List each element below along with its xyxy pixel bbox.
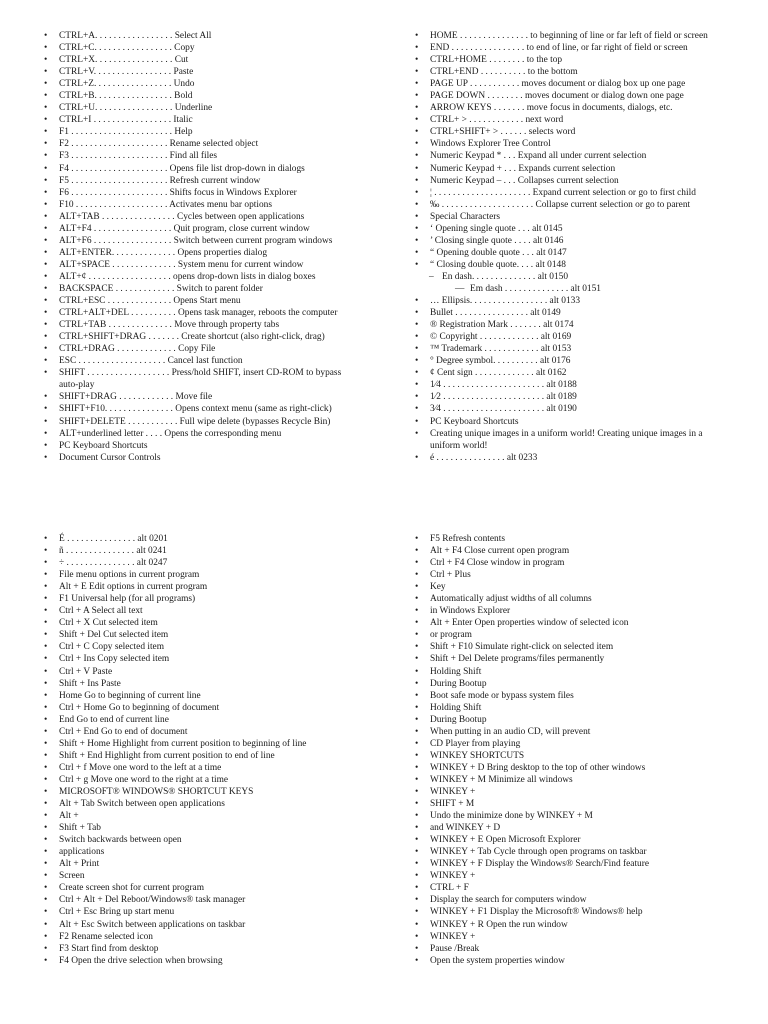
- list-item: • Ctrl + Home Go to beginning of document: [44, 702, 344, 714]
- list-item: • WINKEY + D Bring desktop to the top of other windows: [415, 762, 715, 774]
- list-item: • PC Keyboard Shortcuts: [415, 416, 715, 428]
- list-item: • ¦ . . . . . . . . . . . . . . . . . . . . . Expand current selection or go to first child: [415, 187, 715, 199]
- list-item: • Alt + E Edit options in current program: [44, 581, 344, 593]
- shortcut-column-bottom-right: [415, 533, 715, 967]
- list-item: • CTRL+DRAG . . . . . . . . . . . . . Copy File: [44, 343, 344, 355]
- list-item: • Holding Shift: [415, 666, 715, 678]
- list-item: • ° Degree symbol. . . . . . . . . . alt 0176: [415, 355, 715, 367]
- list-item: • F3 Start find from desktop: [44, 943, 344, 955]
- list-item: • Switch backwards between open: [44, 834, 344, 846]
- list-item: • End Go to end of current line: [44, 714, 344, 726]
- list-item: • Alt +: [44, 810, 344, 822]
- list-item: • CTRL+HOME . . . . . . . . to the top: [415, 54, 715, 66]
- list-item: • F6 . . . . . . . . . . . . . . . . . . . . . Shifts focus in Windows Explorer: [44, 187, 344, 199]
- list-item: • ALT+F4 . . . . . . . . . . . . . . . . . Quit program, close current window: [44, 223, 344, 235]
- list-item: • F5 . . . . . . . . . . . . . . . . . . . . . Refresh current window: [44, 175, 344, 187]
- list-item: • CTRL+U. . . . . . . . . . . . . . . . . Underline: [44, 102, 344, 114]
- list-item: • BACKSPACE . . . . . . . . . . . . . Switch to parent folder: [44, 283, 344, 295]
- list-item: • WINKEY +: [415, 786, 715, 798]
- list-item: • SHIFT+F10. . . . . . . . . . . . . . . Opens context menu (same as right-click): [44, 403, 344, 415]
- list-item: • WINKEY + M Minimize all windows: [415, 774, 715, 786]
- list-item: • WINKEY SHORTCUTS: [415, 750, 715, 762]
- list-item: – En dash. . . . . . . . . . . . . . alt 0150: [415, 271, 715, 283]
- shortcut-list: [44, 533, 344, 967]
- list-item: • ‰ . . . . . . . . . . . . . . . . . . . . Collapse current selection or go to parent: [415, 199, 715, 211]
- list-item: • Shift + F10 Simulate right-click on selected item: [415, 641, 715, 653]
- list-item: • F3 . . . . . . . . . . . . . . . . . . . . . Find all files: [44, 150, 344, 162]
- list-item: • 3⁄4 . . . . . . . . . . . . . . . . . . . . . . alt 0190: [415, 403, 715, 415]
- list-item: • CTRL+Z. . . . . . . . . . . . . . . . . Undo: [44, 78, 344, 90]
- list-item: • … Ellipsis. . . . . . . . . . . . . . . . . alt 0133: [415, 295, 715, 307]
- list-item: • ALT+ENTER. . . . . . . . . . . . . . Opens properties dialog: [44, 247, 344, 259]
- list-item: • Display the search for computers window: [415, 894, 715, 906]
- list-item: • CTRL+C. . . . . . . . . . . . . . . . . Copy: [44, 42, 344, 54]
- list-item: • CTRL+ALT+DEL . . . . . . . . . . Opens task manager, reboots the computer: [44, 307, 344, 319]
- list-item: • ® Registration Mark . . . . . . . alt 0174: [415, 319, 715, 331]
- list-item: • PAGE UP . . . . . . . . . . . moves document or dialog box up one page: [415, 78, 715, 90]
- list-item: • SHIFT+DELETE . . . . . . . . . . . Full wipe delete (bypasses Recycle Bin): [44, 416, 344, 428]
- list-item: • CTRL+ > . . . . . . . . . . . . next word: [415, 114, 715, 126]
- list-item: • Ctrl + F4 Close window in program: [415, 557, 715, 569]
- shortcut-column-bottom-left: [44, 533, 344, 967]
- list-item: • WINKEY + E Open Microsoft Explorer: [415, 834, 715, 846]
- list-item: • ALT+TAB . . . . . . . . . . . . . . . . Cycles between open applications: [44, 211, 344, 223]
- list-item: • CTRL+SHIFT+ > . . . . . . selects word: [415, 126, 715, 138]
- list-item: • É . . . . . . . . . . . . . . . alt 0201: [44, 533, 344, 545]
- list-item: • Shift + Ins Paste: [44, 678, 344, 690]
- list-item: — Em dash . . . . . . . . . . . . . . alt 0151: [415, 283, 715, 295]
- list-item: • Special Characters: [415, 211, 715, 223]
- list-item: • Document Cursor Controls: [44, 452, 344, 464]
- shortcut-column-top-right: [415, 30, 715, 464]
- list-item: • Alt + Tab Switch between open applications: [44, 798, 344, 810]
- list-item: • ALT+underlined letter . . . . Opens the corresponding menu: [44, 428, 344, 440]
- list-item: • SHIFT + M: [415, 798, 715, 810]
- list-item: • SHIFT+DRAG . . . . . . . . . . . . Move file: [44, 391, 344, 403]
- list-item: • CTRL+A. . . . . . . . . . . . . . . . . Select All: [44, 30, 344, 42]
- list-item: • or program: [415, 629, 715, 641]
- list-item: • Home Go to beginning of current line: [44, 690, 344, 702]
- list-item: • Holding Shift: [415, 702, 715, 714]
- list-item: • Bullet . . . . . . . . . . . . . . . . alt 0149: [415, 307, 715, 319]
- list-item: • Numeric Keypad – . . . Collapses current selection: [415, 175, 715, 187]
- list-item: • CTRL+END . . . . . . . . . . to the bottom: [415, 66, 715, 78]
- list-item: • ’ Closing single quote . . . . alt 0146: [415, 235, 715, 247]
- list-item: • Numeric Keypad + . . . Expands current selection: [415, 163, 715, 175]
- list-item: • During Bootup: [415, 714, 715, 726]
- list-item: • When putting in an audio CD, will prevent: [415, 726, 715, 738]
- list-item: • F1 . . . . . . . . . . . . . . . . . . . . . . Help: [44, 126, 344, 138]
- list-item: • Ctrl + X Cut selected item: [44, 617, 344, 629]
- list-item: • CTRL+X. . . . . . . . . . . . . . . . . Cut: [44, 54, 344, 66]
- list-item: • CTRL+I . . . . . . . . . . . . . . . . . Italic: [44, 114, 344, 126]
- list-item: • Shift + End Highlight from current position to end of line: [44, 750, 344, 762]
- list-item: • F2 Rename selected icon: [44, 931, 344, 943]
- list-item: • Creating unique images in a uniform world! Creating unique images in a uniform world!: [415, 428, 715, 452]
- list-item: • Ctrl + V Paste: [44, 666, 344, 678]
- list-item: • ™ Trademark . . . . . . . . . . . . alt 0153: [415, 343, 715, 355]
- list-item: • Boot safe mode or bypass system files: [415, 690, 715, 702]
- list-item: • 1⁄4 . . . . . . . . . . . . . . . . . . . . . . alt 0188: [415, 379, 715, 391]
- list-item: • Create screen shot for current program: [44, 882, 344, 894]
- list-item: • Shift + Tab: [44, 822, 344, 834]
- list-item: • PAGE DOWN . . . . . . . . moves document or dialog down one page: [415, 90, 715, 102]
- list-item: • Key: [415, 581, 715, 593]
- list-item: • WINKEY + R Open the run window: [415, 919, 715, 931]
- list-item: • Windows Explorer Tree Control: [415, 138, 715, 150]
- list-item: • SHIFT . . . . . . . . . . . . . . . . . . Press/hold SHIFT, insert CD-ROM to bypass auto-play: [44, 367, 344, 391]
- list-item: • Ctrl + g Move one word to the right at a time: [44, 774, 344, 786]
- list-item: • CTRL+B. . . . . . . . . . . . . . . . . Bold: [44, 90, 344, 102]
- list-item: • ESC . . . . . . . . . . . . . . . . . . . Cancel last function: [44, 355, 344, 367]
- list-item: • Ctrl + Ins Copy selected item: [44, 653, 344, 665]
- list-item: • CTRL+V. . . . . . . . . . . . . . . . . Paste: [44, 66, 344, 78]
- list-item: • File menu options in current program: [44, 569, 344, 581]
- list-item: • F2 . . . . . . . . . . . . . . . . . . . . . Rename selected object: [44, 138, 344, 150]
- list-item: • WINKEY +: [415, 931, 715, 943]
- list-item: • WINKEY + Tab Cycle through open programs on taskbar: [415, 846, 715, 858]
- list-item: • Undo the minimize done by WINKEY + M: [415, 810, 715, 822]
- list-item: • “ Closing double quote. . . . alt 0148: [415, 259, 715, 271]
- list-item: • F5 Refresh contents: [415, 533, 715, 545]
- shortcut-column-top-left: [44, 30, 344, 464]
- list-item: • F4 Open the drive selection when browsing: [44, 955, 344, 967]
- list-item: • PC Keyboard Shortcuts: [44, 440, 344, 452]
- list-item: • applications: [44, 846, 344, 858]
- list-item: • Shift + Del Delete programs/files permanently: [415, 653, 715, 665]
- list-item: • Alt + Esc Switch between applications on taskbar: [44, 919, 344, 931]
- list-item: • 1⁄2 . . . . . . . . . . . . . . . . . . . . . . alt 0189: [415, 391, 715, 403]
- list-item: • END . . . . . . . . . . . . . . . . to end of line, or far right of field or screen: [415, 42, 715, 54]
- list-item: • MICROSOFT® WINDOWS® SHORTCUT KEYS: [44, 786, 344, 798]
- list-item: • CTRL+ESC . . . . . . . . . . . . . . Opens Start menu: [44, 295, 344, 307]
- list-item: • HOME . . . . . . . . . . . . . . . to beginning of line or far left of field or screen: [415, 30, 715, 42]
- list-item: • ÷ . . . . . . . . . . . . . . . alt 0247: [44, 557, 344, 569]
- list-item: • Ctrl + C Copy selected item: [44, 641, 344, 653]
- shortcut-list: [415, 30, 715, 464]
- shortcut-list: [415, 533, 715, 967]
- list-item: • Ctrl + f Move one word to the left at a time: [44, 762, 344, 774]
- list-item: • Shift + Home Highlight from current position to beginning of line: [44, 738, 344, 750]
- list-item: • CD Player from playing: [415, 738, 715, 750]
- list-item: • F1 Universal help (for all programs): [44, 593, 344, 605]
- list-item: • During Bootup: [415, 678, 715, 690]
- list-item: • “ Opening double quote . . . alt 0147: [415, 247, 715, 259]
- list-item: • Ctrl + Plus: [415, 569, 715, 581]
- list-item: • Alt + F4 Close current open program: [415, 545, 715, 557]
- list-item: • ‘ Opening single quote . . . alt 0145: [415, 223, 715, 235]
- list-item: • WINKEY + F1 Display the Microsoft® Windows® help: [415, 906, 715, 918]
- list-item: • F4 . . . . . . . . . . . . . . . . . . . . . Opens file list drop-down in dialogs: [44, 163, 344, 175]
- list-item: • Automatically adjust widths of all columns: [415, 593, 715, 605]
- list-item: • ñ . . . . . . . . . . . . . . . alt 0241: [44, 545, 344, 557]
- list-item: • Alt + Enter Open properties window of selected icon: [415, 617, 715, 629]
- shortcut-list: [44, 30, 344, 464]
- list-item: • ALT+¢ . . . . . . . . . . . . . . . . . . opens drop-down lists in dialog boxes: [44, 271, 344, 283]
- list-item: • Open the system properties window: [415, 955, 715, 967]
- list-item: • ARROW KEYS . . . . . . . move focus in documents, dialogs, etc.: [415, 102, 715, 114]
- list-item: • WINKEY +: [415, 870, 715, 882]
- list-item: • CTRL+SHIFT+DRAG . . . . . . . Create shortcut (also right-click, drag): [44, 331, 344, 343]
- list-item: • CTRL + F: [415, 882, 715, 894]
- list-item: • F10 . . . . . . . . . . . . . . . . . . . . Activates menu bar options: [44, 199, 344, 211]
- list-item: • Alt + Print: [44, 858, 344, 870]
- list-item: • Pause /Break: [415, 943, 715, 955]
- list-item: • Ctrl + Esc Bring up start menu: [44, 906, 344, 918]
- list-item: • © Copyright . . . . . . . . . . . . . alt 0169: [415, 331, 715, 343]
- list-item: • ALT+F6 . . . . . . . . . . . . . . . . . Switch between current program windows: [44, 235, 344, 247]
- list-item: • Numeric Keypad * . . . Expand all under current selection: [415, 150, 715, 162]
- list-item: • CTRL+TAB . . . . . . . . . . . . . . Move through property tabs: [44, 319, 344, 331]
- list-item: • Shift + Del Cut selected item: [44, 629, 344, 641]
- list-item: • ¢ Cent sign . . . . . . . . . . . . . alt 0162: [415, 367, 715, 379]
- list-item: • WINKEY + F Display the Windows® Search/Find feature: [415, 858, 715, 870]
- list-item: • Ctrl + A Select all text: [44, 605, 344, 617]
- list-item: • é . . . . . . . . . . . . . . . alt 0233: [415, 452, 715, 464]
- list-item: • and WINKEY + D: [415, 822, 715, 834]
- list-item: • Ctrl + End Go to end of document: [44, 726, 344, 738]
- list-item: • ALT+SPACE . . . . . . . . . . . . . . System menu for current window: [44, 259, 344, 271]
- list-item: • Ctrl + Alt + Del Reboot/Windows® task manager: [44, 894, 344, 906]
- list-item: • Screen: [44, 870, 344, 882]
- list-item: • in Windows Explorer: [415, 605, 715, 617]
